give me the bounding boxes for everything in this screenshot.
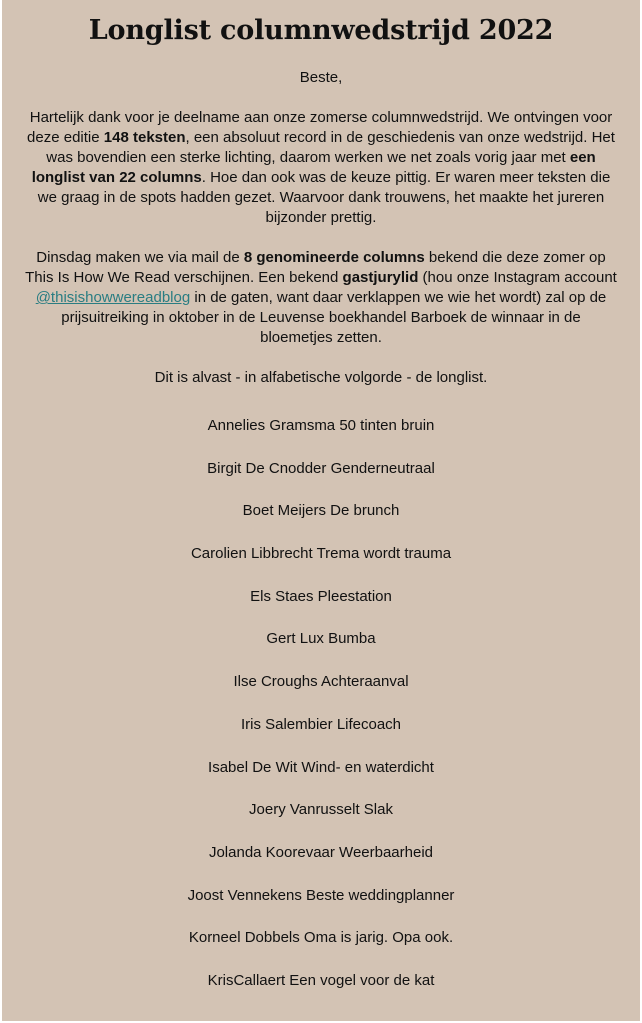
list-item: Joost Vennekens Beste weddingplanner (187, 886, 455, 904)
longlist-intro: Dit is alvast - in alfabetische volgorde - de longlist. (154, 369, 488, 386)
bold-text-nominated: 8 genomineerde columns (243, 249, 425, 266)
text-segment: . Hoe dan ook was de keuze pittig. Er waren meer teksten die we graag in de spots hadden gezet. Waarvoor dank trouwens, het maakte het jureren bijzonder prettig. (37, 169, 611, 226)
greeting: Beste, (299, 69, 343, 86)
text-segment: bekend die deze zomer op This Is How We Read verschijnen. Een bekend (25, 249, 606, 286)
bold-text-guest-jury: gastjurylid (342, 269, 419, 286)
paragraph-announcement (24, 248, 618, 348)
list-item: Annelies Gramsma 50 tinten bruin (207, 417, 435, 434)
paragraph-thanks (24, 108, 618, 228)
text-segment: (hou onze Instagram account (418, 269, 617, 286)
list-item: Els Staes Pleestation (250, 587, 392, 605)
page-title: Longlist columnwedstrijd 2022 (88, 15, 554, 46)
text-segment: in de gaten, want daar verklappen we wie het wordt) zal op de prijsuitreiking in oktober in de Leuvense boekhandel Barboek de winnaar in de bloemetjes zetten. (61, 289, 607, 346)
instagram-link[interactable]: @thisishowwereadblog (35, 289, 191, 306)
list-item: Boet Meijers De brunch (242, 502, 400, 520)
list-item: Jolanda Koorevaar Weerbaarheid (208, 843, 434, 861)
list-item: Isabel De Wit Wind- en waterdicht (208, 758, 434, 776)
list-item: Ilse Croughs Achteraanval (233, 673, 409, 691)
list-item: Joery Vanrusselt Slak (249, 801, 393, 819)
list-item: Iris Salembier Lifecoach (240, 715, 402, 733)
list-item: Birgit De Cnodder Genderneutraal (207, 459, 435, 477)
list-item: Korneel Dobbels Oma is jarig. Opa ook. (188, 929, 454, 947)
page (2, 0, 640, 1021)
list-item: Gert Lux Bumba (266, 630, 376, 648)
text-segment: Hartelijk dank voor je deelname aan onze zomerse columnwedstrijd. We ontvingen voor deze editie (27, 109, 613, 146)
text-segment: Dinsdag maken we via mail de (36, 249, 244, 266)
article-body (2, 68, 640, 388)
bold-text-longlist: een longlist van 22 columns (31, 149, 596, 186)
longlist (2, 416, 640, 1014)
text-segment: , een absoluut record in de geschiedenis van onze wedstrijd. Het was bovendien een sterke lichting, daarom werken we net zoals vorig jaar met (46, 129, 615, 166)
list-item: Carolien Libbrecht Trema wordt trauma (190, 545, 452, 563)
bold-text-count: 148 teksten (103, 129, 186, 146)
list-item: KrisCallaert Een vogel voor de kat (207, 971, 435, 989)
